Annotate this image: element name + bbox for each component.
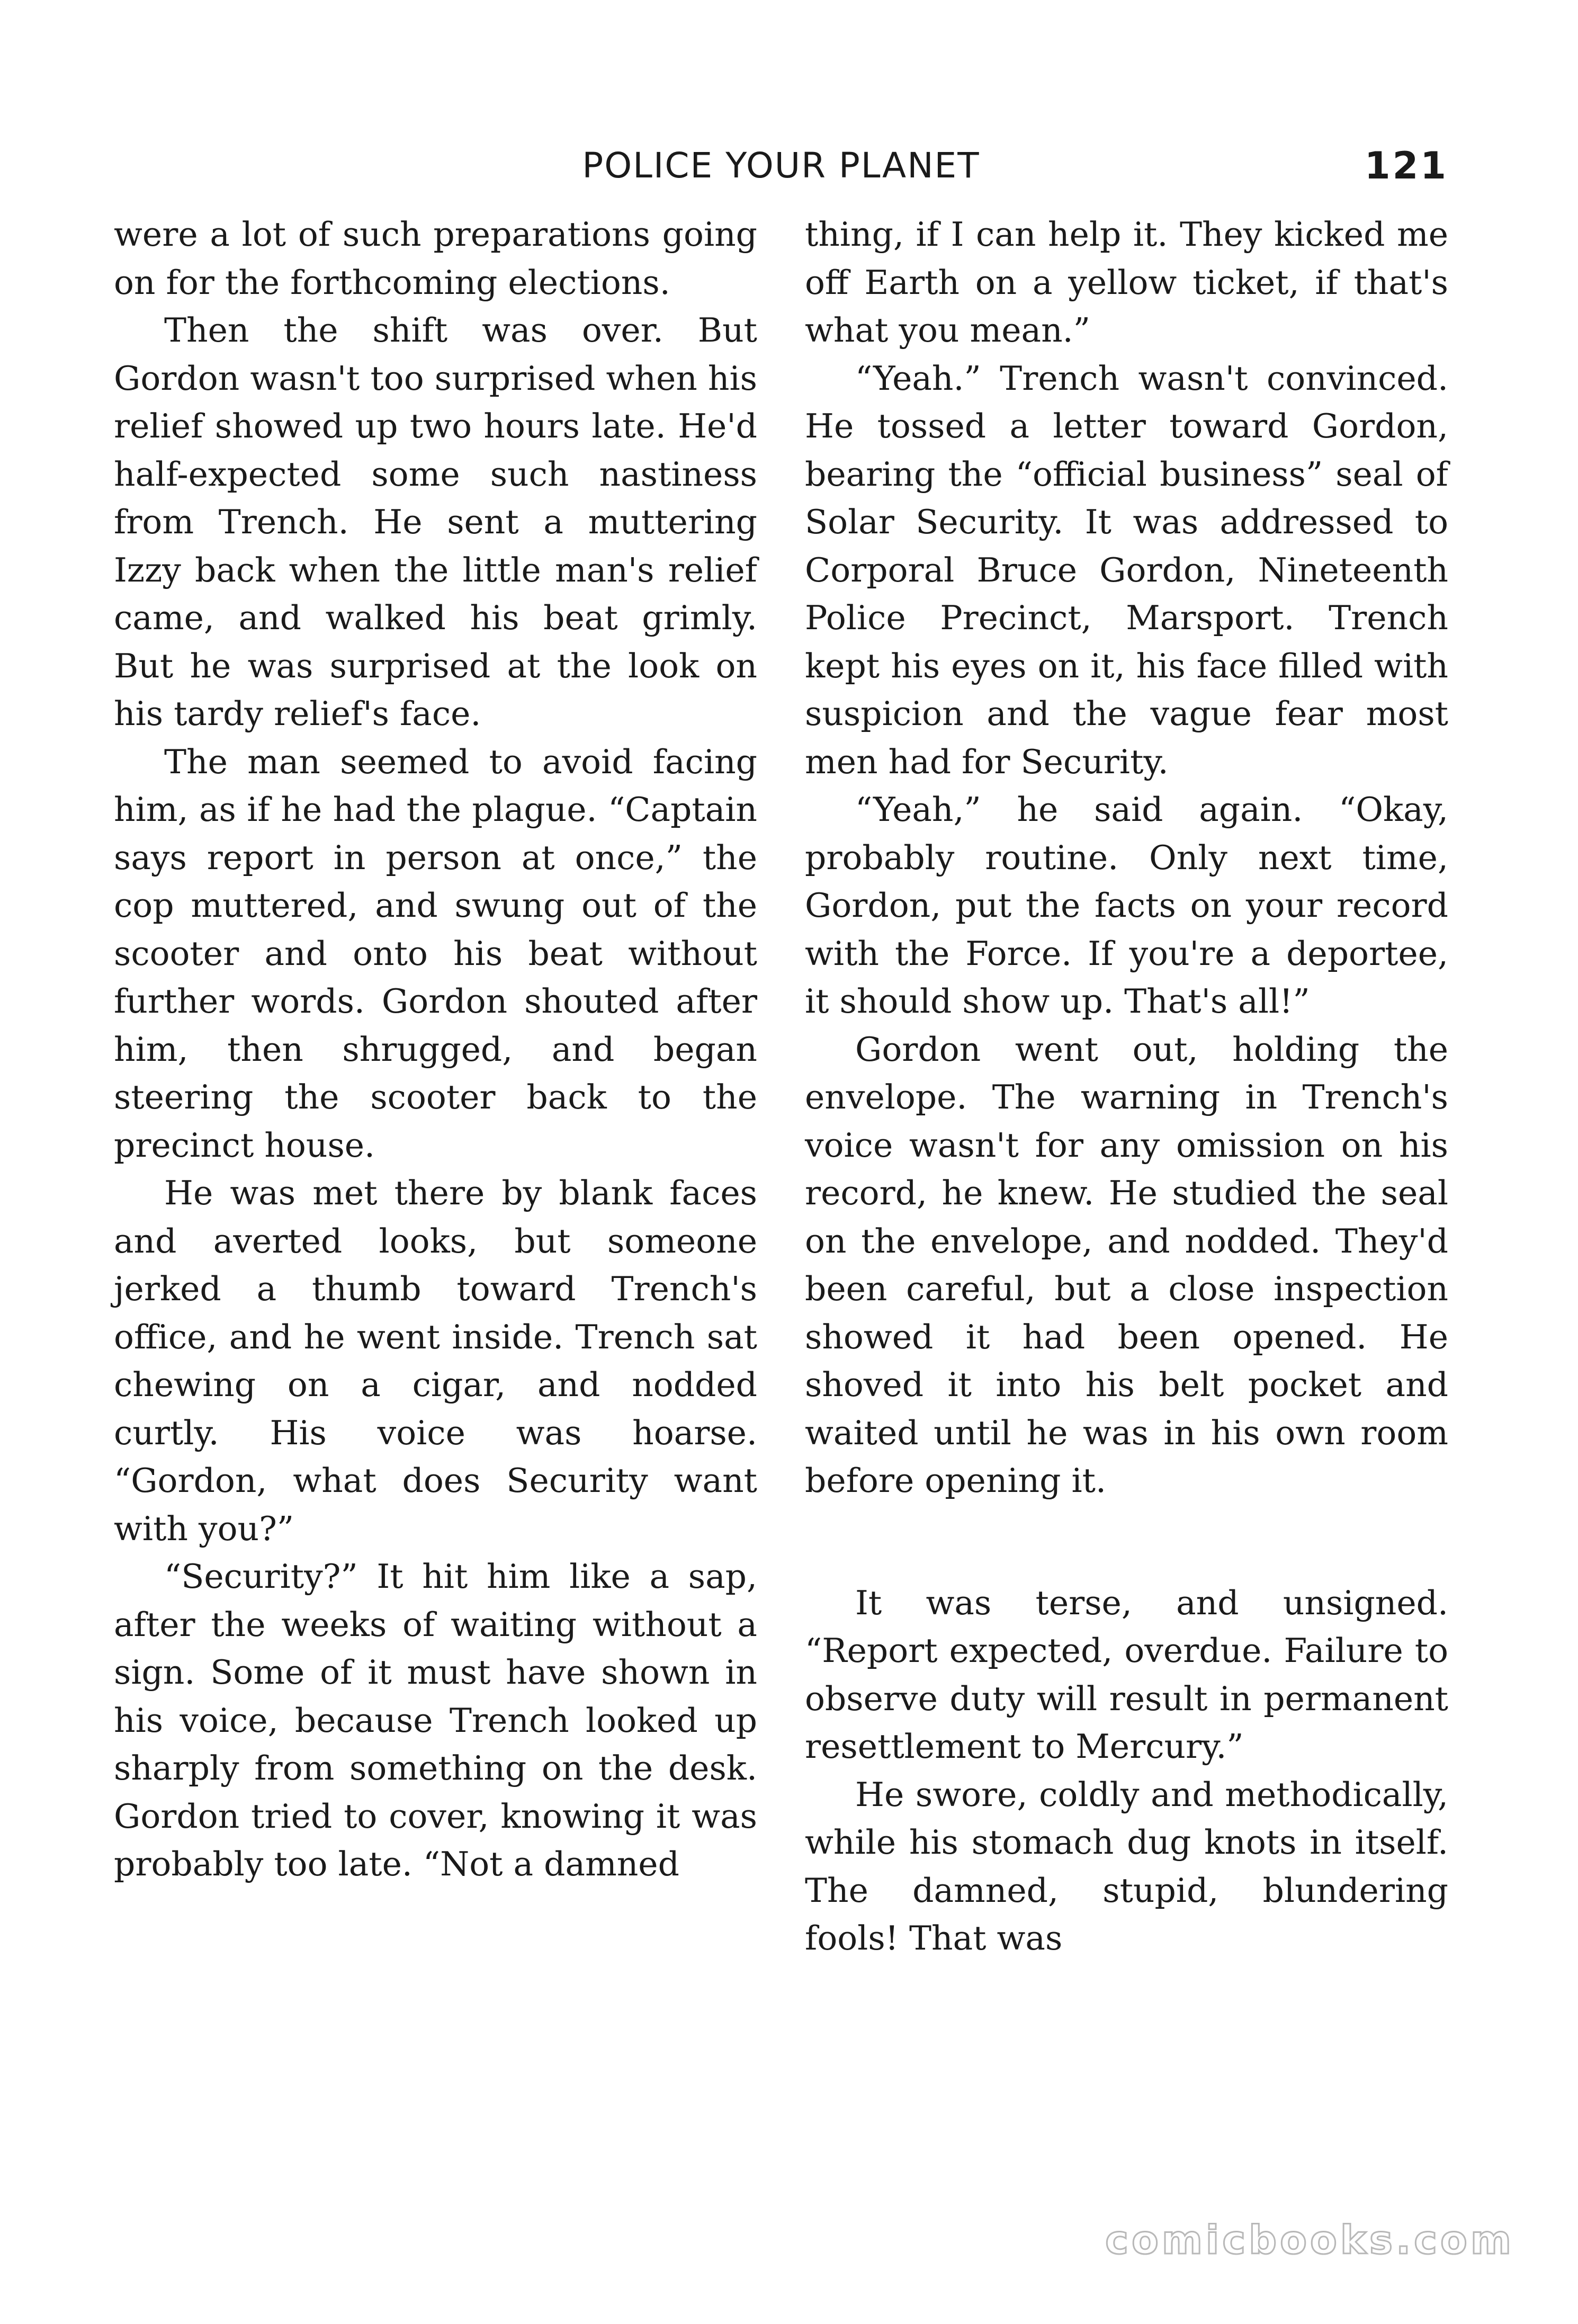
left-column <box>114 211 757 1889</box>
right-column <box>805 211 1448 1963</box>
running-head <box>114 142 1448 190</box>
paragraph: It was terse, and unsigned. “Report expected, overdue. Failure to observe duty will result in permanent resettlement to Mercury.” <box>805 1583 1448 1766</box>
paragraph: Gordon went out, holding the envelope. The warning in Trench's voice wasn't for any omission on his record, he knew. He studied the seal on the envelope, and nodded. They'd been careful, but a close inspection showed it had been opened. He shoved it into his belt pocket and waited until he was in his own room before opening it. <box>805 1030 1448 1500</box>
running-title: POLICE YOUR PLANET <box>582 145 980 186</box>
paragraph: “Yeah,” he said again. “Okay, probably routine. Only next time, Gordon, put the facts on your record with the Force. If you're a deportee, it should show up. That's all!” <box>805 790 1448 1021</box>
paragraph: He swore, coldly and methodically, while his stomach dug knots in itself. The damned, stupid, blundering fools! That was <box>805 1775 1448 1957</box>
paragraph: “Yeah.” Trench wasn't convinced. He tossed a letter toward Gordon, bearing the “official business” seal of Solar Security. It was addressed to Corporal Bruce Gordon, Nineteenth Police Precinct, Marsport. Trench kept his eyes on it, his face filled with suspicion and the vague fear most men had for Security. <box>805 359 1448 781</box>
paragraph: “Security?” It hit him like a sap, after the weeks of waiting without a sign. Some of it must have shown in his voice, because Trench looked up sharply from something on the desk. Gordon tried to cover, knowing it was probably too late. “Not a damned <box>114 1557 757 1883</box>
paragraph: were a lot of such preparations going on for the forthcoming elections. <box>114 215 757 302</box>
page-number: 121 <box>1364 144 1448 187</box>
paragraph: Then the shift was over. But Gordon wasn't too surprised when his relief showed up two hours late. He'd half-expected some such nastiness from Trench. He sent a muttering Izzy back when the little man's relief came, and walked his beat grimly. But he was surprised at the look on his tardy relief's face. <box>114 311 757 733</box>
paragraph: He was met there by blank faces and averted looks, but someone jerked a thumb toward Trench's office, and he went inside. Trench sat chewing on a cigar, and nodded curtly. His voice was hoarse. “Gordon, what does Security want with you?” <box>114 1174 757 1548</box>
watermark: comicbooks.com <box>1105 2218 1514 2263</box>
paragraph: thing, if I can help it. They kicked me off Earth on a yellow ticket, if that's what you mean.” <box>805 215 1448 350</box>
paragraph: The man seemed to avoid facing him, as if he had the plague. “Captain says report in person at once,” the cop muttered, and swung out of the scooter and onto his beat without further words. Gordon shouted after him, then shrugged, and began steering the scooter back to the precinct house. <box>114 742 757 1165</box>
